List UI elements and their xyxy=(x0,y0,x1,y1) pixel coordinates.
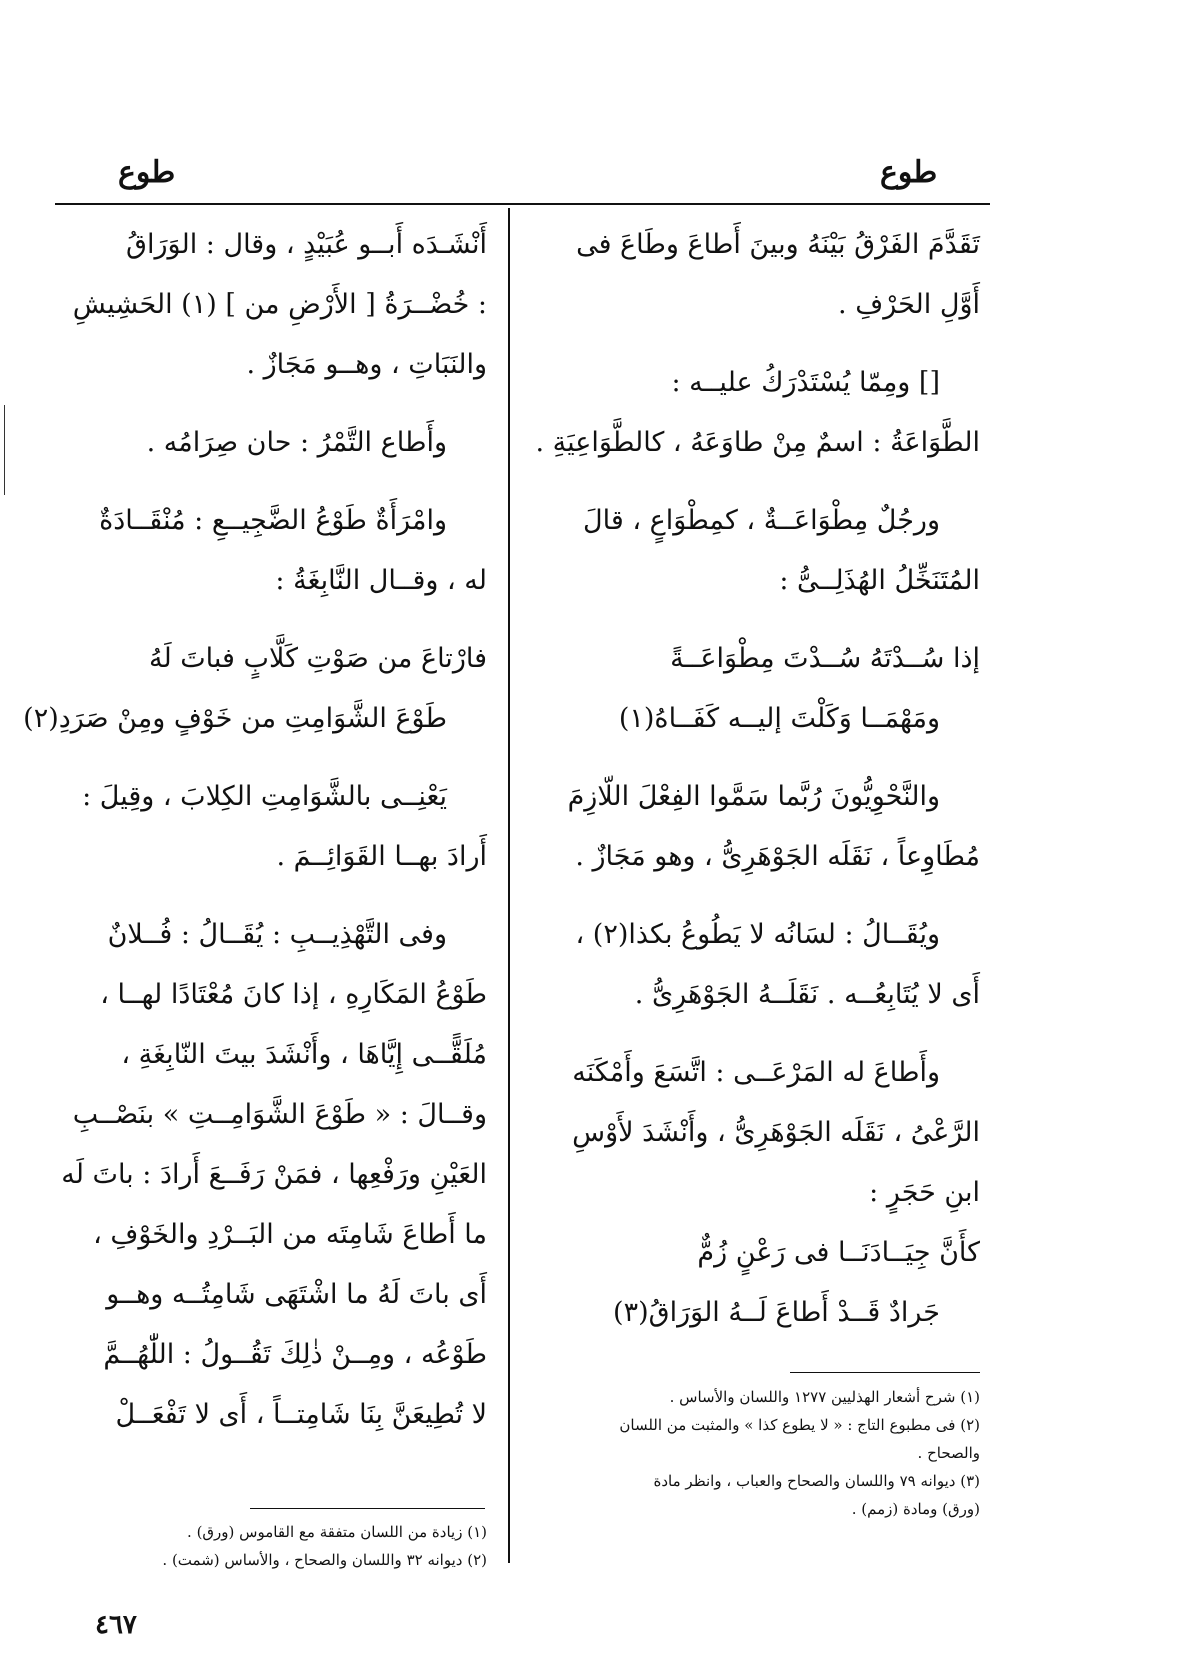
text-line: وقــالَ : « طَوْعَ الشَّوَامِــتِ » بنَصْــبِ xyxy=(72,1099,487,1130)
text-line: أَنْشَـدَه أَبــو عُبَيْدٍ ، وقال : الوَرَاقُ xyxy=(126,229,487,260)
text-line: مُطَاوِعاً ، نَقَلَه الجَوْهَرِىُّ ، وهو مَجَازٌ . xyxy=(575,841,980,872)
text-line: لا تُطِيعَنَّ بِنَا شَامِتــاً ، أَى لا تَفْعَــلْ xyxy=(115,1399,487,1430)
text-line: : خُضْــرَةُ [ الأَرْضِ من ] (١) الحَشِيشِ xyxy=(72,289,487,320)
running-header-right: طوع xyxy=(880,155,938,190)
text-line: وفى التَّهْذِيــبِ : يُقَــالُ : فُــلانٌ xyxy=(107,919,447,950)
text-line: أَوَّلِ الحَرْفِ . xyxy=(838,289,980,320)
footnote: (١) زيادة من اللسان متفقة مع القاموس (ورق) . xyxy=(187,1523,487,1541)
text-line: ما أَطاعَ شَامِتَه من البَــرْدِ والخَوْفِ ، xyxy=(93,1219,487,1250)
scan-edge-mark xyxy=(4,405,5,495)
text-line: ورجُلٌ مِطْوَاعَــةٌ ، كمِطْوَاعٍ ، قالَ xyxy=(583,505,940,536)
footnote-rule-left xyxy=(250,1508,485,1509)
footnote: (١) شرح أشعار الهذليين ١٢٧٧ واللسان والأساس . xyxy=(669,1388,980,1406)
text-line: الطَّوَاعَةُ : اسمٌ مِنْ طاوَعَهُ ، كالطَّوَاعِيَةِ . xyxy=(535,427,980,458)
verse-line: طَوْعَ الشَّوَامِتِ من خَوْفٍ ومِنْ صَرَدِ(٢) xyxy=(23,703,447,734)
running-header-left: طوع xyxy=(118,155,176,190)
text-line: أَرادَ بهــا القَوَائِــمَ . xyxy=(276,841,487,872)
footnote: والصحاح . xyxy=(917,1444,980,1462)
text-line: طَوْعُ المَكَارِهِ ، إذا كانَ مُعْتَادًا لهــا ، xyxy=(100,979,487,1010)
text-line: ابنِ حَجَرٍ : xyxy=(869,1177,980,1208)
footnote: (٣) ديوانه ٧٩ واللسان والصحاح والعباب ، وانظر مادة xyxy=(653,1472,980,1490)
footnote: (٢) فى مطبوع التاج : « لا يطوع كذا » والمثبت من اللسان xyxy=(619,1416,980,1434)
right-column xyxy=(525,215,980,1343)
text-line: وأَطاع التَّمْرُ : حان صِرَامُه . xyxy=(146,427,447,458)
footnotes-left xyxy=(72,1518,487,1574)
text-line: يَعْنِــى بالشَّوَامِتِ الكِلابَ ، وقِيلَ : xyxy=(82,781,447,812)
text-line: [] ومِمّا يُسْتَدْرَكُ عليــه : xyxy=(671,367,940,398)
text-line: طَوْعُه ، ومِــنْ ذٰلِكَ تَقُــولُ : اللّٰهُــمَّ xyxy=(103,1339,487,1370)
text-line: العَيْنِ ورَفْعِها ، فمَنْ رَفَــعَ أَرادَ : باتَ لَه xyxy=(61,1159,487,1190)
text-line: المُتَنَخِّلُ الهُذَلِــىُّ : xyxy=(779,565,980,596)
verse-line: كأَنَّ جِيَــادَنَــا فى رَعْنٍ زُمٌّ xyxy=(697,1237,980,1268)
verse-line: جَرادٌ قَــدْ أَطاعَ لَــهُ الوَرَاقُ(٣) xyxy=(613,1297,940,1328)
text-line: الرَّعْىُ ، نَقَلَه الجَوْهَرِىُّ ، وأَنْشَدَ لأَوْسِ xyxy=(572,1117,980,1148)
footnote: (٢) ديوانه ٣٢ واللسان والصحاح ، والأساس (شمت) . xyxy=(162,1551,487,1569)
text-line: والنَّحْوِيُّونَ رُبَّما سَمَّوا الفِعْلَ اللّازِمَ xyxy=(567,781,940,812)
left-column xyxy=(23,215,487,1445)
header-rule xyxy=(55,203,990,205)
footnotes-right xyxy=(540,1383,980,1523)
verse-line: فارْتاعَ من صَوْتِ كَلَّابٍ فباتَ لَهُ xyxy=(148,643,487,674)
footnote: (ورق) ومادة (زمم) . xyxy=(851,1500,980,1518)
text-line: أَى باتَ لَهُ ما اشْتَهَى شَامِتُــه وهــو xyxy=(106,1279,487,1310)
verse-line: ومَهْمَــا وَكَلْتَ إليــه كَفَــاهُ(١) xyxy=(618,703,940,734)
text-line: أَى لا يُتَابِعُــه . نَقَلَــهُ الجَوْهَرِىُّ . xyxy=(634,979,980,1010)
page-number: ٤٦٧ xyxy=(95,1610,137,1640)
text-line: مُلَقًّــى إِيَّاهَا ، وأَنْشَدَ بيتَ النّابِغَةِ ، xyxy=(121,1039,487,1070)
verse-line: إذا سُــدْتَهُ سُــدْتَ مِطْوَاعَــةً xyxy=(670,643,980,674)
text-line: له ، وقــال النَّابِغَةُ : xyxy=(275,565,487,596)
footnote-rule-right xyxy=(790,1372,980,1373)
text-line: ويُقَــالُ : لسَانُه لا يَطُوعُ بكذا(٢) ، xyxy=(575,919,940,950)
text-line: والنَبَاتِ ، وهــو مَجَازٌ . xyxy=(246,349,487,380)
text-line: وأَطاعَ له المَرْعَــى : اتَّسَعَ وأَمْكَنَه xyxy=(572,1057,940,1088)
text-line: تَقَدَّمَ الفَرْقُ بَيْنَهُ وبينَ أَطاعَ وطَاعَ فى xyxy=(576,229,980,260)
column-divider xyxy=(508,208,510,1563)
text-line: وامْرَأَةٌ طَوْعُ الضَّجِيــعِ : مُنْقَــادَةٌ xyxy=(99,505,447,536)
